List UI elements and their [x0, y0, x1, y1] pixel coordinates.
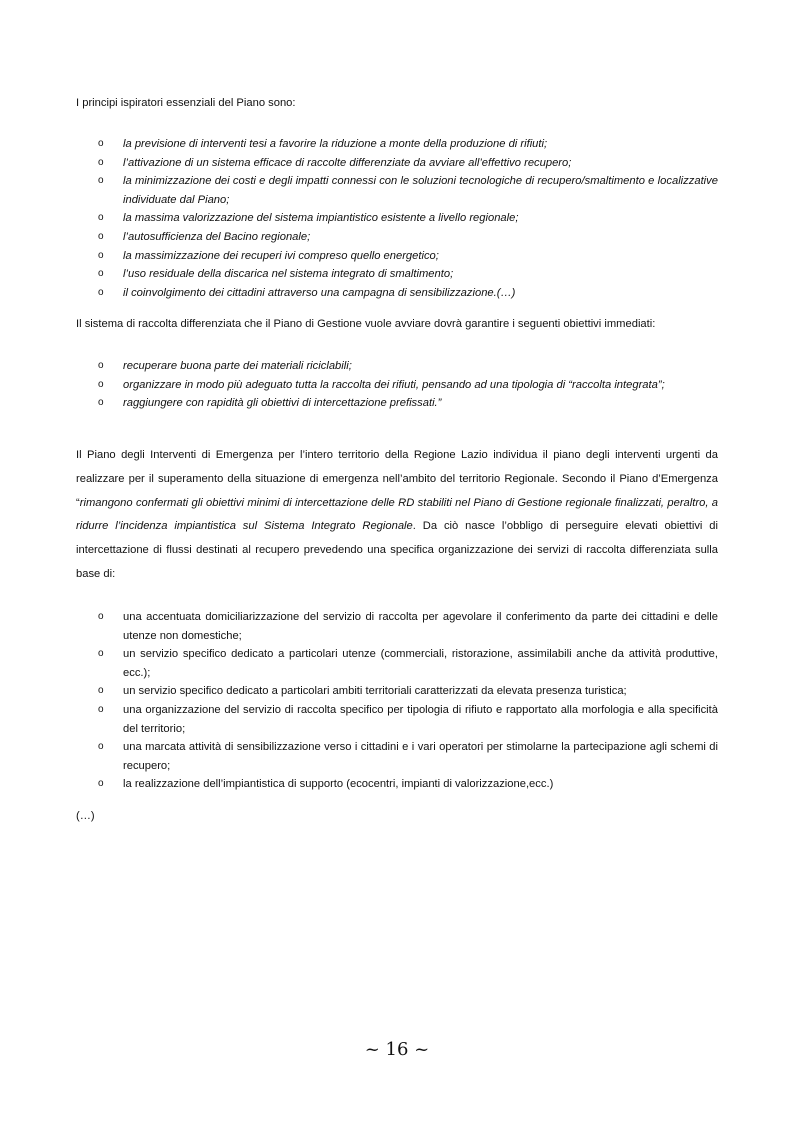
list-item: o la minimizzazione dei costi e degli impatti connessi con le soluzioni tecnologiche di recupero/smaltimento e localizzative individuate dal Piano; — [76, 172, 718, 209]
bullet-icon: o — [98, 212, 104, 224]
list-item: o l’autosufficienza del Bacino regionale; — [76, 228, 718, 247]
bullet-icon: o — [98, 741, 104, 753]
bullet-icon: o — [98, 778, 104, 790]
emergency-plan-paragraph: Il Piano degli Interventi di Emergenza per l’intero territorio della Regione Lazio individua il piano degli interventi urgenti da realizzare per il superamento della situazione di emergenza nell’ambito del territorio Regionale. Secondo il Piano d’Emergenza “rimangono confermati gli obiettivi minimi di intercettazione delle RD stabiliti nel Piano di Gestione regionale finalizzati, peraltro, a ridurre l’incidenza impiantistica sul Sistema Integrato Regionale. Da ciò nasce l’obbligo di perseguire elevati obiettivi di intercettazione di flussi destinati al recupero prevedendo una specifica organizzazione dei servizi di raccolta differenziata sulla base di: — [76, 449, 719, 580]
bullet-icon: o — [98, 286, 104, 298]
page-number: ~ 16 ~ — [364, 1039, 430, 1060]
services-list — [76, 608, 718, 794]
ellipsis-text: (…) — [76, 810, 95, 822]
bullet-icon: o — [98, 156, 104, 168]
bullet-icon: o — [98, 360, 104, 371]
objectives-list — [76, 357, 718, 413]
list-item: o una accentuata domiciliarizzazione del servizio di raccolta per agevolare il conferimento da parte dei cittadini e delle utenze non domestiche; — [76, 608, 718, 645]
bullet-icon: o — [98, 378, 104, 390]
bullet-icon: o — [98, 397, 104, 409]
list-item: o recuperare buona parte dei materiali riciclabili; — [76, 357, 718, 376]
list-item: o un servizio specifico dedicato a particolari ambiti territoriali caratterizzati da elevata presenza turistica; — [76, 682, 718, 701]
list-item: o raggiungere con rapidità gli obiettivi di intercettazione prefissati.” — [76, 394, 718, 413]
bullet-icon: o — [98, 175, 104, 187]
list-item: o il coinvolgimento dei cittadini attraverso una campagna di sensibilizzazione.(…) — [76, 284, 718, 303]
list-item: o la massimizzazione dei recuperi ivi compreso quello energetico; — [76, 247, 718, 266]
list-item: o l’attivazione di un sistema efficace di raccolte differenziate da avviare all’effettivo recupero; — [76, 154, 718, 173]
list-item: o una marcata attività di sensibilizzazione verso i cittadini e i vari operatori per stimolarne la partecipazione agli schemi di recupero; — [76, 738, 718, 775]
bullet-icon: o — [98, 230, 104, 242]
bullet-icon: o — [98, 138, 104, 149]
list-item: o la previsione di interventi tesi a favorire la riduzione a monte della produzione di rifiuti; — [76, 135, 718, 154]
intro-paragraph: I principi ispiratori essenziali del Piano sono: — [76, 97, 296, 109]
list-item: o una organizzazione del servizio di raccolta specifico per tipologia di rifiuto e rapportato alla morfologia e alla specificità del territorio; — [76, 701, 718, 738]
list-item: o la massima valorizzazione del sistema impiantistico esistente a livello regionale; — [76, 209, 718, 228]
bullet-icon: o — [98, 268, 104, 280]
list-item: o l’uso residuale della discarica nel sistema integrato di smaltimento; — [76, 265, 718, 284]
bullet-icon: o — [98, 648, 104, 660]
list-item: o organizzare in modo più adeguato tutta la raccolta dei rifiuti, pensando ad una tipologia di “raccolta integrata”; — [76, 376, 718, 395]
principles-list — [76, 135, 718, 302]
quoted-text: rimangono confermati gli obiettivi minimi di intercettazione delle RD stabiliti nel Piano di Gestione regionale finalizzati, peraltro, a ridurre l’incidenza impiantistica sul Sistema Integrato Regionale — [76, 496, 718, 533]
bullet-icon: o — [98, 685, 104, 697]
objectives-intro-paragraph: Il sistema di raccolta differenziata che il Piano di Gestione vuole avviare dovrà garantire i seguenti obiettivi immediati: — [76, 318, 656, 330]
bullet-icon: o — [98, 703, 104, 715]
bullet-icon: o — [98, 249, 104, 261]
list-item: o un servizio specifico dedicato a particolari utenze (commerciali, ristorazione, assimilabili anche da attività produttive, ecc.); — [76, 645, 718, 682]
bullet-icon: o — [98, 611, 104, 622]
list-item: o la realizzazione dell’impiantistica di supporto (ecocentri, impianti di valorizzazione,ecc.) — [76, 775, 718, 794]
